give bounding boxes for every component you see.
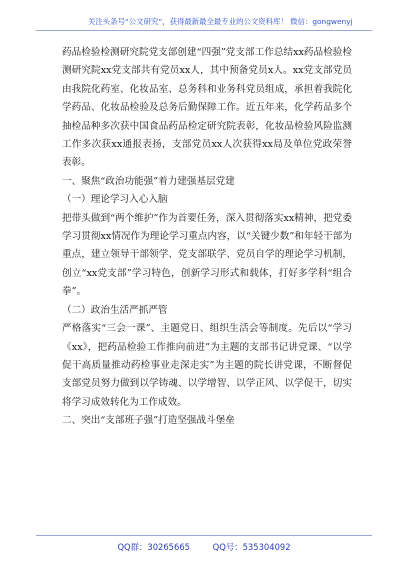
header-promo-text: 关注头条号“公文研究”，获得最新最全最专业的公文资料库！ 微信：gongwenyj bbox=[88, 17, 353, 26]
intro-paragraph: 药品检验检测研究院党支部创建“四强”党支部工作总结xx药品检验检测研究院xx党支部共有党员xx人，其中预备党员x人。xx党支部党员由我院化药室、化妆品室、总务科和业务科党员组成，承担着我院化学药品、化妆品检验及总务后勤保障工作。近五年来，化学药品多个抽检品种多次获中国食品药品检定研究院表彰，化妆品检验风险监测工作多次获xx通报表扬，支部党员xx人次获得xx局及单位党政荣誉表彰。 bbox=[62, 47, 352, 169]
section-heading-1: 一、聚焦“政治功能强”着力建强基层党建 bbox=[62, 175, 235, 187]
qq-number-text: QQ号：535304092 bbox=[212, 542, 291, 552]
footer-contact bbox=[0, 541, 408, 553]
section-heading-2: 二、突出“支部班子强”打造坚强战斗堡垒 bbox=[62, 415, 235, 427]
document-body bbox=[62, 44, 352, 431]
subsection-heading-1-2: （二）政治生活严抓严管 bbox=[62, 304, 168, 316]
body-paragraph-1-1: 把带头做到“两个维护”作为首要任务，深入贯彻落实xx精神，把党委学习贯彻xx情况作为理论学习重点内容，以“关键少数”和年轻干部为重点，建立领导干部领学、党支部联学、党员自学的理论学习机制，创立“xx党支部”学习特色，创新学习形式和载体，打好多学科“组合拳”。 bbox=[62, 212, 352, 298]
body-paragraph-1-2: 严格落实“三会一课”、主题党日、组织生活会等制度。先后以“学习《xx》，把药品检验工作推向前进”为主题的支部书记讲党课、“以学促干高质量推动药检事业走深走实”为主题的院长讲党课，不断督促支部党员努力做到以学铸魂、以学增智、以学正风、以学促干，切实将学习成效转化为工作成效。 bbox=[62, 323, 352, 408]
footer-divider bbox=[36, 535, 372, 536]
subsection-heading-1-1: （一）理论学习入心入脑 bbox=[62, 194, 168, 206]
qq-group-text: QQ群：30265665 bbox=[117, 542, 190, 552]
header-divider bbox=[36, 30, 372, 31]
